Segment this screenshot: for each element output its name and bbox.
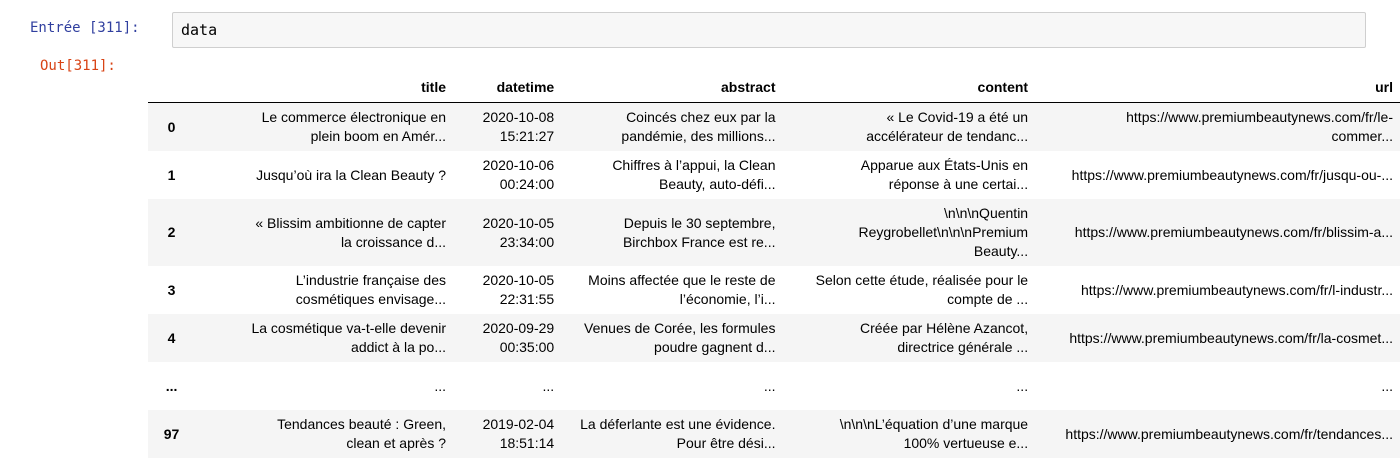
cell-line: Coincés chez eux par la (568, 108, 775, 127)
cell-abstract (561, 151, 782, 199)
cell-line: poudre gagnent d... (568, 338, 775, 357)
cell-line: 2019-02-04 (460, 415, 554, 434)
cell-line: addict à la po... (202, 338, 446, 357)
cell-line: Pour être dési... (568, 434, 775, 453)
cell-line: ... (460, 377, 554, 396)
cell-datetime (453, 314, 561, 362)
cell-datetime (453, 151, 561, 199)
cell-abstract (561, 103, 782, 152)
row-index: 97 (148, 410, 195, 458)
row-index: 0 (148, 103, 195, 152)
cell-abstract (561, 314, 782, 362)
cell-url (1035, 151, 1400, 199)
cell-line: Beauty... (789, 242, 1028, 261)
cell-line: réponse à une certai... (789, 175, 1028, 194)
cell-url (1035, 266, 1400, 314)
cell-content (782, 266, 1035, 314)
cell-line: \n\n\nQuentin (789, 204, 1028, 223)
cell-line: directrice générale ... (789, 338, 1028, 357)
cell-line: Tendances beauté : Green, (202, 415, 446, 434)
cell-line: Apparue aux États-Unis en (789, 156, 1028, 175)
cell-line: https://www.premiumbeautynews.com/fr/la-cosmet... (1042, 329, 1393, 348)
cell-line: 22:31:55 (460, 290, 554, 309)
column-header: title (195, 72, 453, 103)
row-index: 3 (148, 266, 195, 314)
cell-line: ... (1042, 377, 1393, 396)
cell-line: https://www.premiumbeautynews.com/fr/blissim-a... (1042, 223, 1393, 242)
cell-line: 00:35:00 (460, 338, 554, 357)
table-header-row (148, 72, 1400, 103)
cell-line: commer... (1042, 127, 1393, 146)
column-header: url (1035, 72, 1400, 103)
cell-line: Reygrobellet\n\n\nPremium (789, 223, 1028, 242)
cell-line: Selon cette étude, réalisée pour le (789, 271, 1028, 290)
row-index: 4 (148, 314, 195, 362)
cell-url (1035, 410, 1400, 458)
dataframe-table (148, 72, 1400, 458)
cell-line: « Blissim ambitionne de capter (202, 214, 446, 233)
cell-line: cosmétiques envisage... (202, 290, 446, 309)
cell-content (782, 362, 1035, 410)
cell-line: Beauty, auto-défi... (568, 175, 775, 194)
cell-line: La cosmétique va-t-elle devenir (202, 319, 446, 338)
code-input-cell[interactable] (172, 12, 1366, 48)
cell-line: 00:24:00 (460, 175, 554, 194)
row-index: 2 (148, 199, 195, 266)
index-header (148, 72, 195, 103)
cell-title (195, 151, 453, 199)
table-row (148, 410, 1400, 458)
cell-line: Moins affectée que le reste de (568, 271, 775, 290)
cell-url (1035, 103, 1400, 152)
cell-line: la croissance d... (202, 233, 446, 252)
cell-line: accélérateur de tendanc... (789, 127, 1028, 146)
cell-line: 23:34:00 (460, 233, 554, 252)
cell-line: 100% vertueuse e... (789, 434, 1028, 453)
cell-line: ... (568, 377, 775, 396)
table-row (148, 266, 1400, 314)
cell-abstract (561, 266, 782, 314)
cell-line: https://www.premiumbeautynews.com/fr/l-industr... (1042, 281, 1393, 300)
cell-title (195, 266, 453, 314)
table-row (148, 103, 1400, 152)
cell-line: clean et après ? (202, 434, 446, 453)
cell-content (782, 410, 1035, 458)
column-header: content (782, 72, 1035, 103)
table-body (148, 103, 1400, 458)
cell-url (1035, 199, 1400, 266)
cell-line: 2020-10-06 (460, 156, 554, 175)
cell-line: « Le Covid-19 a été un (789, 108, 1028, 127)
cell-line: pandémie, des millions... (568, 127, 775, 146)
cell-line: https://www.premiumbeautynews.com/fr/le- (1042, 108, 1393, 127)
code-text[interactable]: data (181, 21, 217, 39)
cell-line: 2020-09-29 (460, 319, 554, 338)
cell-url (1035, 314, 1400, 362)
cell-line: 2020-10-05 (460, 214, 554, 233)
cell-line: Créée par Hélène Azancot, (789, 319, 1028, 338)
cell-line: plein boom en Amér... (202, 127, 446, 146)
cell-line: Le commerce électronique en (202, 108, 446, 127)
cell-content (782, 314, 1035, 362)
cell-content (782, 199, 1035, 266)
cell-line: compte de ... (789, 290, 1028, 309)
cell-datetime (453, 199, 561, 266)
cell-line: \n\n\nL’équation d’une marque (789, 415, 1028, 434)
table-row (148, 199, 1400, 266)
cell-line: ... (789, 377, 1028, 396)
row-index: 1 (148, 151, 195, 199)
cell-datetime (453, 266, 561, 314)
cell-line: 2020-10-08 (460, 108, 554, 127)
cell-line: 15:21:27 (460, 127, 554, 146)
cell-line: https://www.premiumbeautynews.com/fr/tendances... (1042, 425, 1393, 444)
cell-abstract (561, 362, 782, 410)
cell-line: l’économie, l’i... (568, 290, 775, 309)
cell-content (782, 151, 1035, 199)
cell-line: Depuis le 30 septembre, (568, 214, 775, 233)
cell-line: 2020-10-05 (460, 271, 554, 290)
cell-line: Chiffres à l’appui, la Clean (568, 156, 775, 175)
cell-line: ... (202, 377, 446, 396)
cell-line: L’industrie française des (202, 271, 446, 290)
cell-datetime (453, 103, 561, 152)
cell-datetime (453, 410, 561, 458)
cell-line: 18:51:14 (460, 434, 554, 453)
input-prompt: Entrée [311]: (30, 20, 140, 36)
cell-line: Birchbox France est re... (568, 233, 775, 252)
cell-title (195, 199, 453, 266)
cell-abstract (561, 199, 782, 266)
cell-content (782, 103, 1035, 152)
table-row (148, 151, 1400, 199)
cell-line: Jusqu’où ira la Clean Beauty ? (202, 166, 446, 185)
cell-abstract (561, 410, 782, 458)
cell-title (195, 103, 453, 152)
cell-line: https://www.premiumbeautynews.com/fr/jusqu-ou-... (1042, 166, 1393, 185)
output-prompt: Out[311]: (40, 58, 116, 74)
cell-line: Venues de Corée, les formules (568, 319, 775, 338)
cell-title (195, 410, 453, 458)
column-header: datetime (453, 72, 561, 103)
table-row (148, 362, 1400, 410)
row-index: ... (148, 362, 195, 410)
cell-datetime (453, 362, 561, 410)
cell-line: La déferlante est une évidence. (568, 415, 775, 434)
cell-url (1035, 362, 1400, 410)
table-row (148, 314, 1400, 362)
cell-title (195, 362, 453, 410)
cell-title (195, 314, 453, 362)
column-header: abstract (561, 72, 782, 103)
